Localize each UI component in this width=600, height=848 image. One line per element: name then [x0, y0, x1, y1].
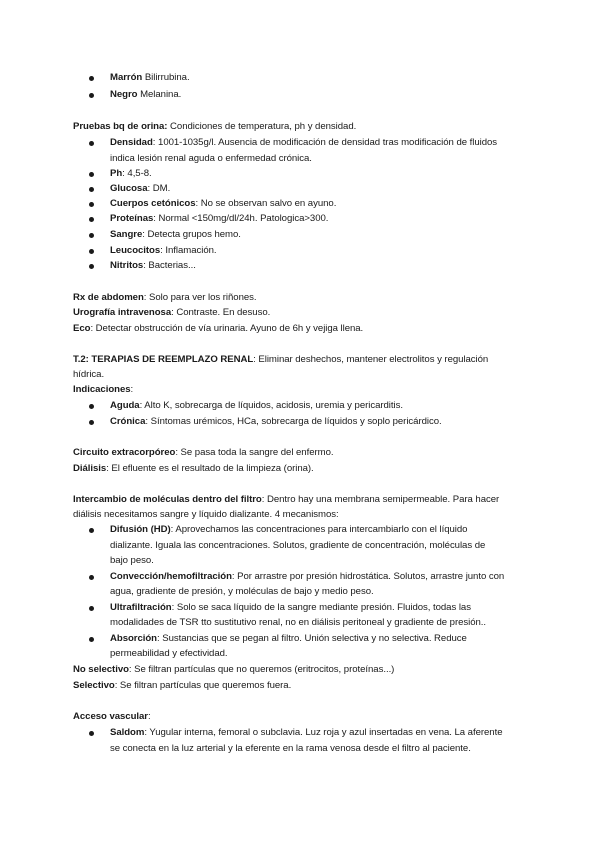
list-item [110, 571, 504, 583]
term-text: : Alto K, sobrecarga de líquidos, acidosis, uremia y pericarditis. [139, 400, 403, 411]
term-label: Marrón [110, 72, 143, 83]
term-text: : Normal <150mg/dl/24h. Patologica>300. [153, 213, 329, 224]
list-item [110, 260, 196, 272]
term-label: Aguda [110, 400, 140, 411]
term-text: agua, gradiente de presión, y moléculas de bajo y medio peso. [110, 586, 374, 597]
list-item [110, 72, 190, 84]
term-text: : Solo para ver los riñones. [143, 292, 257, 303]
term-text: hídrica. [73, 369, 105, 380]
text-line [73, 509, 339, 521]
term-label: Pruebas bq de orina: [73, 121, 168, 132]
term-text: se conecta en la luz arterial y la eferente en la rama venosa desde el filtro al paciente. [110, 743, 471, 754]
text-line [73, 680, 291, 692]
bullet-icon [89, 233, 94, 238]
term-text: bajo peso. [110, 555, 154, 566]
term-text: : El efluente es el resultado de la limpieza (orina). [106, 463, 314, 474]
term-label: Densidad [110, 137, 153, 148]
term-label: Saldom [110, 727, 145, 738]
term-text: : Detectar obstrucción de vía urinaria. Ayuno de 6h y vejiga llena. [90, 323, 364, 334]
list-item [110, 245, 217, 257]
term-label: No selectivo [73, 664, 129, 675]
text-line [110, 586, 374, 598]
text-line [73, 292, 257, 304]
term-label: Difusión (HD) [110, 524, 171, 535]
text-line [110, 153, 312, 165]
bullet-icon [89, 606, 94, 611]
text-line [73, 463, 314, 475]
term-label: Circuito extracorpóreo [73, 447, 176, 458]
term-text: : No se observan salvo en ayuno. [195, 198, 337, 209]
bullet-icon [89, 202, 94, 207]
bullet-icon [89, 637, 94, 642]
text-line [110, 743, 471, 755]
text-line [73, 494, 499, 506]
term-label: Convección/hemofiltración [110, 571, 232, 582]
list-item [110, 524, 467, 536]
text-line [73, 664, 394, 676]
text-line [73, 354, 488, 366]
text-line [73, 447, 333, 459]
term-text: : 4,5-8. [122, 168, 152, 179]
text-line [73, 384, 133, 396]
list-item [110, 137, 497, 149]
term-text: : Bacterias... [143, 260, 196, 271]
term-text: : Se pasa toda la sangre del enfermo. [175, 447, 334, 458]
bullet-icon [89, 187, 94, 192]
term-label: Rx de abdomen [73, 292, 144, 303]
term-text: : Contraste. En desuso. [171, 307, 271, 318]
term-text: Melanina. [137, 89, 182, 100]
list-item [110, 727, 502, 739]
term-text: Bilirrubina. [142, 72, 190, 83]
term-label: Leucocitos [110, 245, 161, 256]
term-text: : Aprovechamos las concentraciones para intercambiarlo con el líquido [170, 524, 468, 535]
bullet-icon [89, 172, 94, 177]
term-text: permeabilidad y efectividad. [110, 648, 228, 659]
term-text: : Se filtran partículas que queremos fuera. [114, 680, 292, 691]
term-text: : Inflamación. [160, 245, 217, 256]
text-line [110, 617, 486, 629]
term-label: Cuerpos cetónicos [110, 198, 196, 209]
term-label: T.2: TERAPIAS DE REEMPLAZO RENAL [73, 354, 254, 365]
text-line [73, 121, 356, 133]
term-label: Ph [110, 168, 123, 179]
term-text: : Solo se saca líquido de la sangre mediante presión. Fluidos, todas las [171, 602, 471, 613]
text-line [73, 323, 363, 335]
term-label: Selectivo [73, 680, 115, 691]
term-label: Intercambio de moléculas dentro del filtro [73, 494, 262, 505]
term-label: Crónica [110, 416, 146, 427]
bullet-icon [89, 141, 94, 146]
bullet-icon [89, 404, 94, 409]
term-text: modalidades de TSR tto sustitutivo renal, no en diálisis peritoneal y gradiente de presión.. [110, 617, 486, 628]
list-item [110, 416, 442, 428]
term-text: : Eliminar deshechos, mantener electrolitos y regulación [253, 354, 489, 365]
text-line [110, 555, 154, 567]
bullet-icon [89, 420, 94, 425]
text-line [110, 648, 228, 660]
bullet-icon [89, 217, 94, 222]
term-label: Nitritos [110, 260, 144, 271]
term-label: Absorción [110, 633, 157, 644]
list-item [110, 168, 152, 180]
term-text: : [130, 384, 134, 395]
term-text: : Yugular interna, femoral o subclavia. Luz roja y azul insertadas en vena. La aferente [144, 727, 503, 738]
bullet-icon [89, 76, 94, 81]
term-text: : Síntomas urémicos, HCa, sobrecarga de líquidos y soplo pericárdico. [145, 416, 442, 427]
list-item [110, 213, 328, 225]
term-label: Proteínas [110, 213, 154, 224]
bullet-icon [89, 93, 94, 98]
list-item [110, 89, 181, 101]
term-label: Diálisis [73, 463, 107, 474]
term-text: : Detecta grupos hemo. [142, 229, 241, 240]
term-label: Negro [110, 89, 138, 100]
term-text: : Por arrastre por presión hidrostática. Solutos, arrastre junto con [231, 571, 505, 582]
term-text: Condiciones de temperatura, ph y densidad. [167, 121, 357, 132]
term-label: Glucosa [110, 183, 148, 194]
term-text: : DM. [147, 183, 171, 194]
term-text: indica lesión renal aguda o enfermedad crónica. [110, 153, 312, 164]
term-text: : [147, 711, 151, 722]
term-label: Ultrafiltración [110, 602, 172, 613]
term-label: Eco [73, 323, 91, 334]
list-item [110, 183, 170, 195]
term-label: Urografía intravenosa [73, 307, 172, 318]
term-text: : Dentro hay una membrana semipermeable. Para hacer [261, 494, 500, 505]
list-item [110, 198, 336, 210]
term-text: : Sustancias que se pegan al filtro. Unión selectiva y no selectiva. Reduce [157, 633, 467, 644]
text-line [73, 369, 104, 381]
bullet-icon [89, 731, 94, 736]
list-item [110, 633, 467, 645]
term-label: Acceso vascular [73, 711, 148, 722]
bullet-icon [89, 528, 94, 533]
list-item [110, 400, 403, 412]
bullet-icon [89, 575, 94, 580]
text-line [73, 711, 151, 723]
term-text: : Se filtran partículas que no queremos (eritrocitos, proteínas...) [128, 664, 395, 675]
term-text: diálisis necesitamos sangre y líquido dializante. 4 mecanismos: [73, 509, 339, 520]
term-label: Indicaciones [73, 384, 131, 395]
text-line [110, 540, 485, 552]
term-label: Sangre [110, 229, 143, 240]
text-line [73, 307, 270, 319]
term-text: dializante. Iguala las concentraciones. Solutos, gradiente de concentración, moléculas de [110, 540, 486, 551]
list-item [110, 602, 471, 614]
bullet-icon [89, 249, 94, 254]
list-item [110, 229, 241, 241]
term-text: : 1001-1035g/l. Ausencia de modificación de densidad tras modificación de fluidos [152, 137, 498, 148]
bullet-icon [89, 264, 94, 269]
